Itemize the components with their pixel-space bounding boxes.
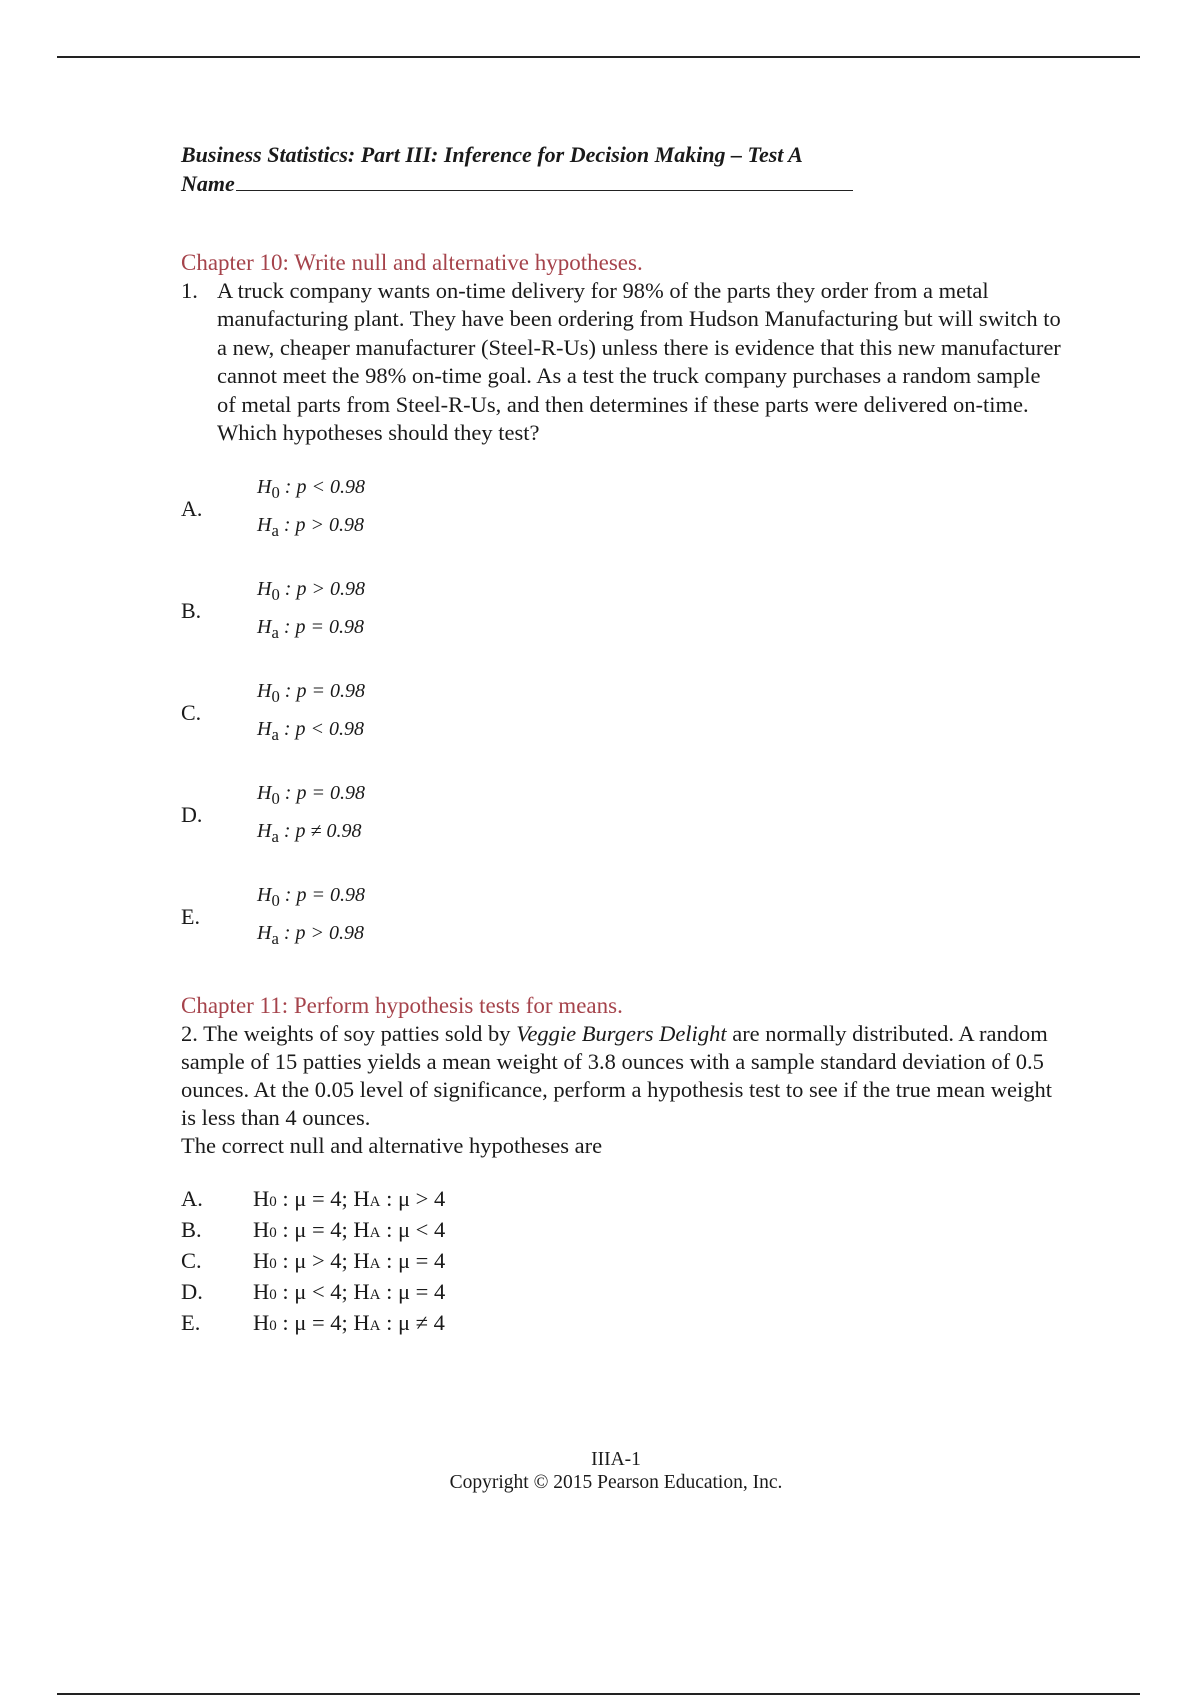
q1-option-b-letter: B. — [181, 598, 202, 624]
q1-option-d — [181, 777, 1061, 853]
chapter-10-heading: Chapter 10: Write null and alternative hypotheses. — [181, 250, 643, 275]
test-page — [181, 142, 1061, 1340]
q1-option-c-letter: C. — [181, 700, 202, 726]
q1-option-b-alt: $H_a$ : p = 0.98 — [257, 616, 365, 643]
question-2-text: 2. The weights of soy patties sold by Veggie Burgers Delight are normally distributed. A random sample of 15 patties yields a mean weight of 3.8 ounces with a sample standard deviation of 0.5 ounces. At the 0.05 level of significance, perform a hypothesis test to see if the true mean weight is less than 4 ounces. — [181, 1021, 1052, 1131]
name-blank-line — [236, 168, 853, 191]
question-1 — [181, 277, 1061, 447]
q1-option-c — [181, 675, 1061, 751]
q1-option-c-alt: $H_a$ : p < 0.98 — [257, 718, 365, 745]
question-2-prompt: The correct null and alternative hypotheses are — [181, 1133, 603, 1159]
name-field — [181, 168, 1061, 197]
name-label: Name — [181, 171, 235, 196]
chapter-11-heading: Chapter 11: Perform hypothesis tests for means. — [181, 993, 623, 1019]
top-rule — [57, 56, 1140, 58]
q2-option-d: D. H0 : μ < 4; HA : μ = 4 — [181, 1279, 446, 1305]
copyright: Copyright © 2015 Pearson Education, Inc. — [449, 1472, 783, 1493]
q2-option-e: E. H0 : μ = 4; HA : μ ≠ 4 — [181, 1310, 445, 1336]
question-1-text: A truck company wants on-time delivery for 98% of the parts they order from a metal manufacturing plant. They have been ordering from Hudson Manufacturing but will switch to a new, cheaper manufacturer (Steel-R-Us) unless there is evidence that this new manufacturer cannot meet the 98% on-time goal. As a test the truck company purchases a random sample of metal parts from Steel-R-Us, and then determines if these parts were delivered on-time. Which hypotheses should they test? — [217, 278, 1061, 446]
q2-option-b: B. H0 : μ = 4; HA : μ < 4 — [181, 1217, 446, 1243]
q1-option-a-letter: A. — [181, 496, 203, 522]
q1-option-b — [181, 573, 1061, 649]
page-footer — [0, 1448, 1200, 1494]
q1-option-e-null: $H_0$ : p = 0.98 — [257, 884, 365, 911]
bottom-rule — [57, 1693, 1140, 1695]
q1-option-d-null: $H_0$ : p = 0.98 — [257, 782, 365, 809]
q1-option-d-alt: $H_a$ : p ≠ 0.98 — [257, 820, 362, 847]
q1-option-b-null: $H_0$ : p > 0.98 — [257, 578, 365, 605]
company-name: Veggie Burgers Delight — [516, 1021, 727, 1047]
q2-option-a: A. H0 : μ = 4; HA : μ > 4 — [181, 1186, 446, 1212]
q2-options — [181, 1185, 1061, 1340]
q2-option-c: C. H0 : μ > 4; HA : μ = 4 — [181, 1248, 446, 1274]
q1-option-e — [181, 879, 1061, 955]
q1-option-d-letter: D. — [181, 802, 203, 828]
q1-option-c-null: $H_0$ : p = 0.98 — [257, 680, 365, 707]
question-1-number: 1. — [181, 278, 198, 303]
q1-option-a-null: $H_0$ : p < 0.98 — [257, 476, 365, 503]
q1-option-e-letter: E. — [181, 904, 200, 930]
test-title: Business Statistics: Part III: Inference for Decision Making – Test A — [181, 142, 803, 167]
q1-option-a — [181, 471, 1061, 547]
q1-option-e-alt: $H_a$ : p > 0.98 — [257, 922, 365, 949]
page-id: IIIA-1 — [591, 1449, 641, 1470]
q1-option-a-alt: $H_a$ : p > 0.98 — [257, 514, 365, 541]
